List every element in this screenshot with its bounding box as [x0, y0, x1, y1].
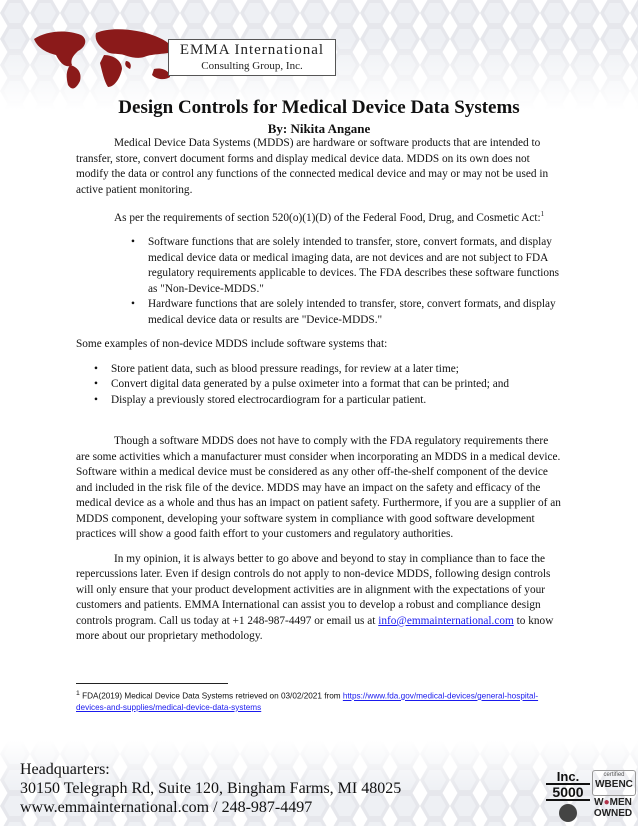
contact-separator: / [209, 799, 222, 816]
paragraph-act [76, 207, 562, 226]
author-byline: By: Nikita Angane [267, 121, 371, 136]
document-body [76, 136, 562, 645]
list-item: • Convert digital data generated by a pulse oximeter into a format that can be printed; and [111, 377, 562, 393]
contact-line [20, 798, 401, 817]
inc5000-badge [546, 770, 590, 822]
company-name: EMMA International [179, 42, 325, 58]
email-link[interactable]: info@emmainternational.com [378, 614, 514, 627]
website-link[interactable]: www.emmainternational.com [20, 799, 210, 816]
inc-seal-icon [559, 804, 577, 822]
company-logo [168, 39, 336, 76]
list-item: • Display a previously stored electrocardiogram for a particular patient. [111, 393, 562, 409]
footnote-link[interactable]: https://www.fda.gov/medical-devices/general-hospital-devices-and-supplies/medical-device-data-systems [76, 691, 539, 712]
list-item: • Software functions that are solely intended to transfer, store, convert formats, and display medical device data or medical imaging data, are not devices and are not subject to FDA regulatory requirements applicable to devices. The FDA describes these software functions as "Non-Device-MDDS." [148, 235, 562, 297]
list-item: • Store patient data, such as blood pressure readings, for review at a later time; [111, 362, 562, 378]
paragraph-act-text: As per the requirements of section 520(o)(1)(D) of the Federal Food, Drug, and Cosmetic Act: [114, 211, 541, 224]
list-item: • Hardware functions that are solely intended to transfer, store, convert formats, and display medical device data or results are "Device-MDDS." [148, 297, 562, 328]
women-o-icon: ● [603, 797, 610, 808]
footnote-mark: 1 [76, 690, 80, 697]
paragraph-examples: Some examples of non-device MDDS include software systems that: [76, 338, 388, 351]
headquarters-address: 30150 Telegraph Rd, Suite 120, Bingham Farms, MI 48025 [20, 780, 402, 797]
inc-label: Inc. [556, 769, 580, 784]
document-title: Design Controls for Medical Device Data Systems [118, 97, 520, 118]
wbenc-label: WBENC [595, 779, 633, 790]
paragraph-opinion [76, 552, 562, 645]
wbenc-badge [592, 770, 636, 796]
women-w: W [594, 797, 604, 808]
paragraph-intro: Medical Device Data Systems (MDDS) are hardware or software products that are intended to transfer, store, convert document forms and display medical device data. MDDS on its own does not modify the data or control any functions of the connected medical device and may or may not be used in active patient monitoring. [76, 137, 549, 196]
owned-label: OWNED [593, 808, 633, 819]
phone-number: 248-987-4497 [221, 799, 313, 816]
women-line [592, 797, 634, 808]
footnote-ref: 1 [540, 210, 545, 218]
act-bullet-list [76, 235, 562, 328]
company-subtitle: Consulting Group, Inc. [201, 60, 303, 72]
wbenc-certified: certified [603, 772, 625, 778]
paragraph-opinion-end: to know more about our proprietary methodology. [76, 614, 554, 643]
footnote-text: FDA(2019) Medical Device Data Systems retrieved on 03/02/2021 from [79, 691, 343, 701]
paragraph-opinion-text: In my opinion, it is always better to go above and beyond to stay in compliance than to face the repercussions later. Even if design controls do not apply to non-device MDDS, following design controls will only ensure that your product development activities are in alignment with the expectations of your customers and patients. EMMA International can assist you to develop a robust and compliance design controls program. Call us today at +1 248-987-4497 or email us at [76, 552, 551, 627]
footnote-divider [76, 683, 228, 684]
headquarters-label: Headquarters: [20, 761, 110, 778]
headquarters-block [20, 760, 401, 817]
footnote [76, 688, 566, 713]
paragraph-mdds-compliance: Though a software MDDS does not have to comply with the FDA regulatory requirements there are some activities which a manufacturer must consider when incorporating an MDDS in a medical device. Software within a medical device must be considered as any other off-the-shelf component of the device and included in the risk file of the device. MDDS may have an impact on the safety and efficacy of the medical device as a whole and thus has an impact on patient safety. Furthermore, if you are a supplier of an MDDS component, developing your software system in compliance with good software development practices will show a good faith effort to your customers and regulatory authorities. [76, 435, 561, 541]
women-rest: MEN [609, 797, 632, 808]
inc-number: 5000 [546, 783, 590, 801]
examples-bullet-list [76, 362, 562, 409]
women-owned-badge [592, 797, 634, 819]
world-map-logo [26, 25, 186, 95]
